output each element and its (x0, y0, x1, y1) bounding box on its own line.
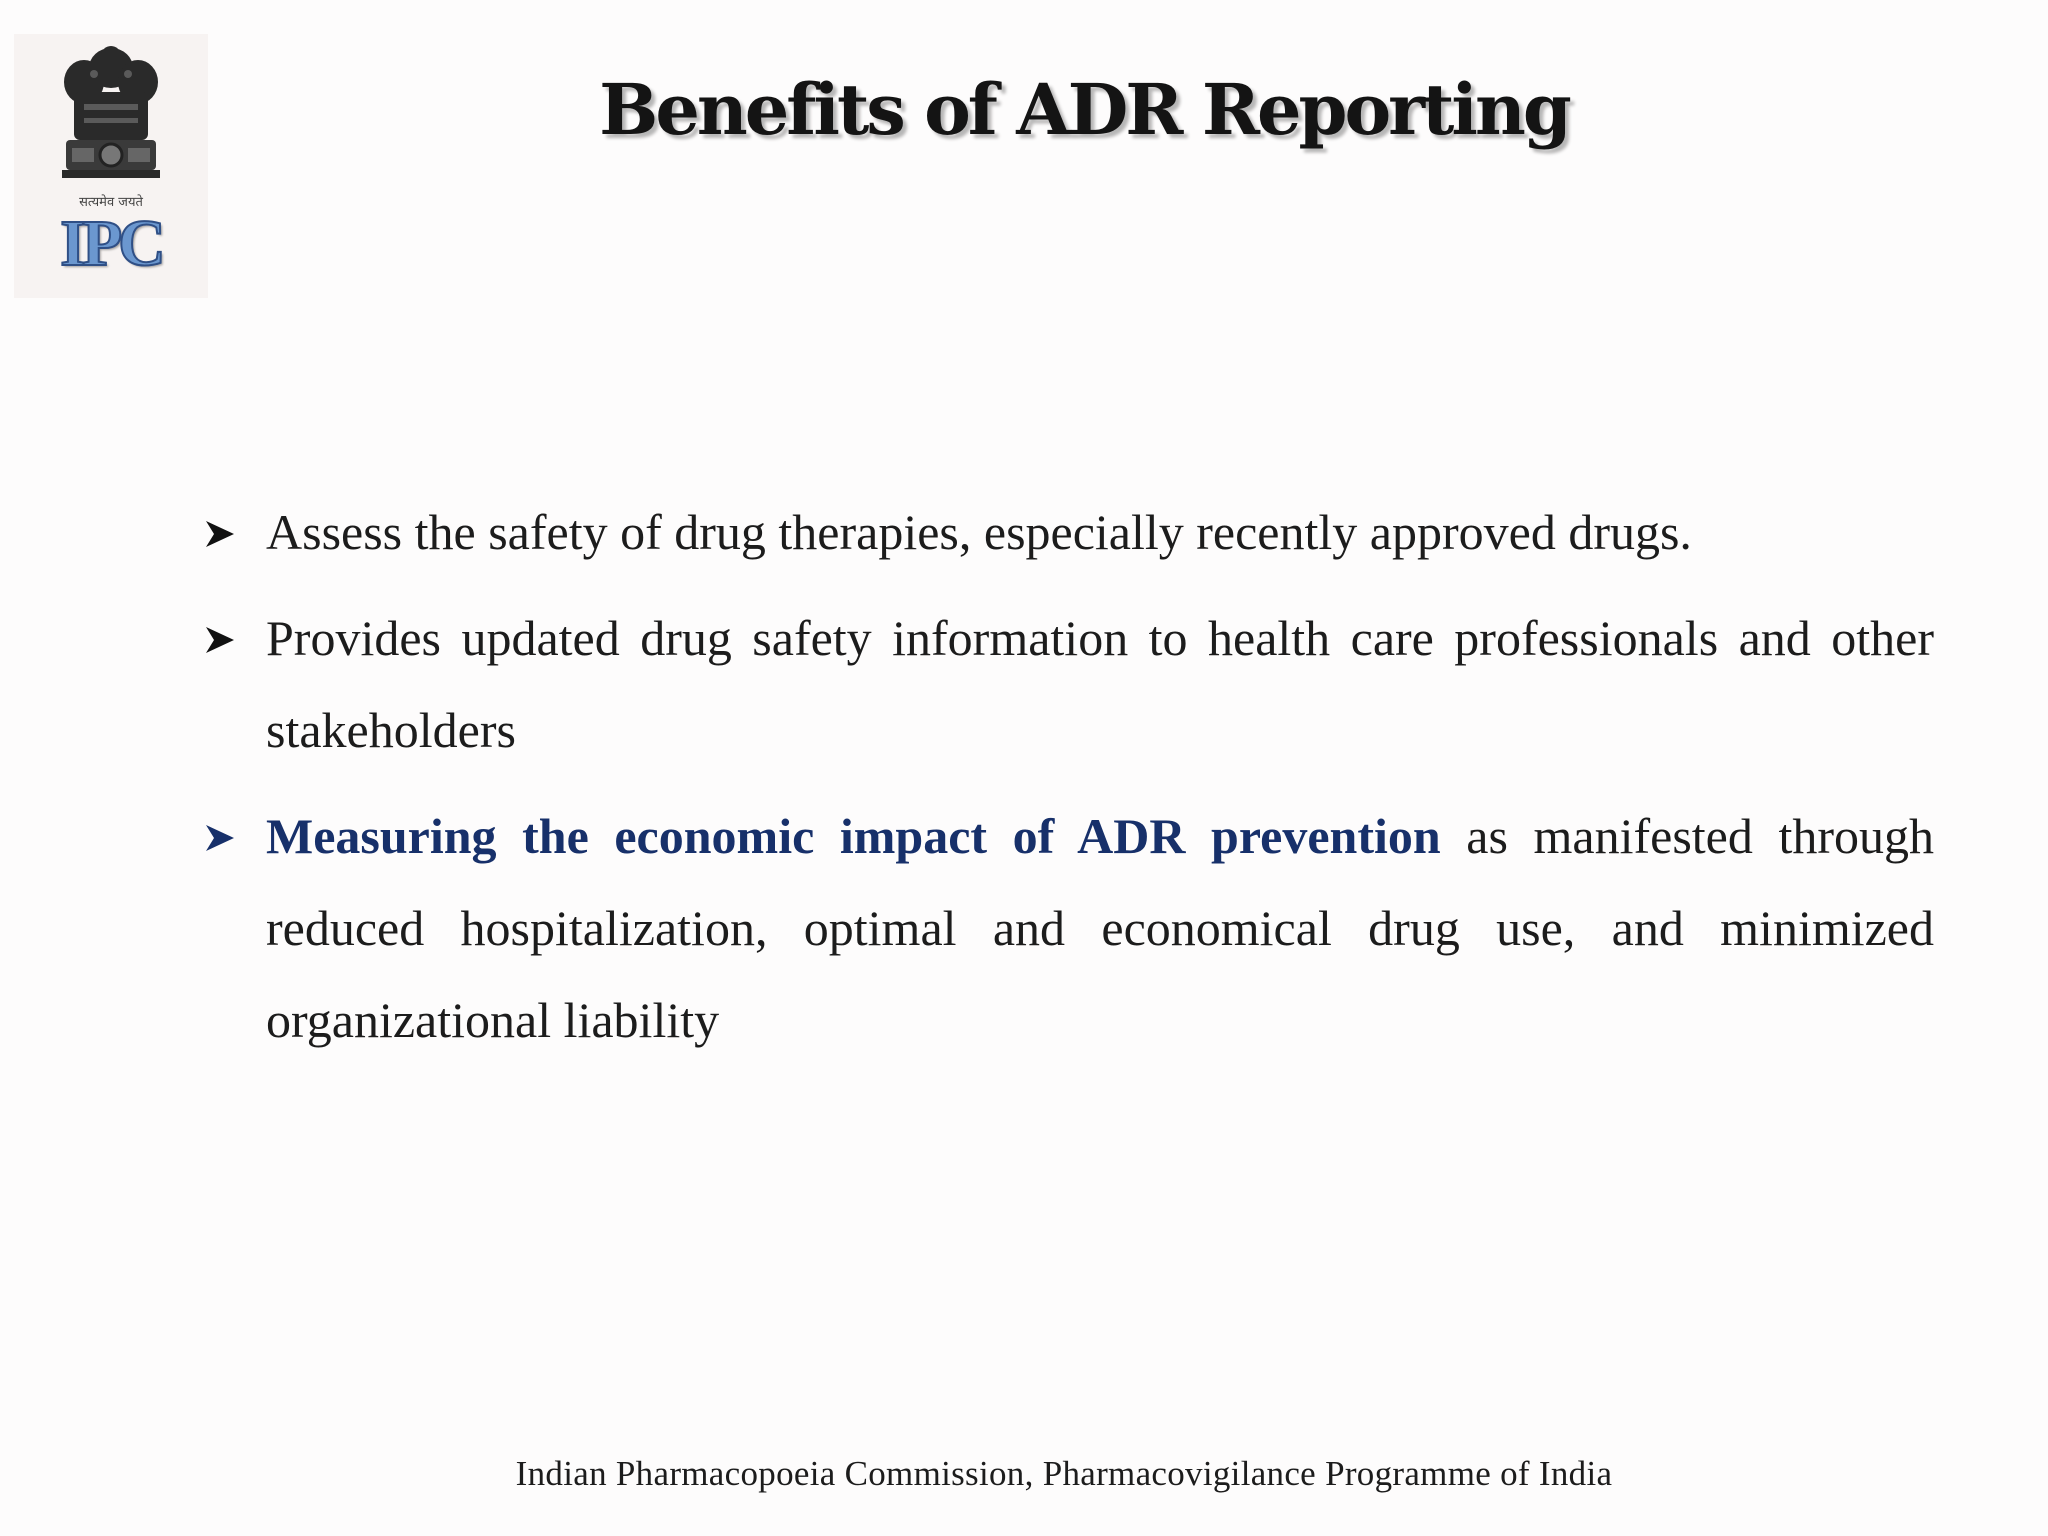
emblem-motto: सत्यमेव जयते (79, 195, 143, 210)
arrowhead-bullet-icon (204, 823, 236, 853)
bullet-item (200, 790, 1934, 1066)
bullet-text: Provides updated drug safety information to health care professionals and other stakeholders (266, 610, 1934, 758)
bullet-item (200, 592, 1934, 776)
bullet-text: as manifested through reduced hospitalization, optimal and economical drug use, and minimized organizational liability (266, 808, 1934, 1048)
bullet-item (200, 486, 1934, 578)
bullet-list (200, 486, 1934, 1080)
ipc-wordmark: IPC (60, 207, 162, 280)
bullet-text: Assess the safety of drug therapies, especially recently approved drugs. (266, 504, 1692, 560)
arrowhead-bullet-icon (204, 519, 236, 549)
bullet-highlight: Measuring the economic impact of ADR prevention (266, 808, 1441, 864)
arrowhead-bullet-icon (204, 625, 236, 655)
slide-footer: Indian Pharmacopoeia Commission, Pharmacovigilance Programme of India (515, 1454, 1613, 1493)
slide-title: Benefits of ADR Reporting (599, 68, 1569, 151)
